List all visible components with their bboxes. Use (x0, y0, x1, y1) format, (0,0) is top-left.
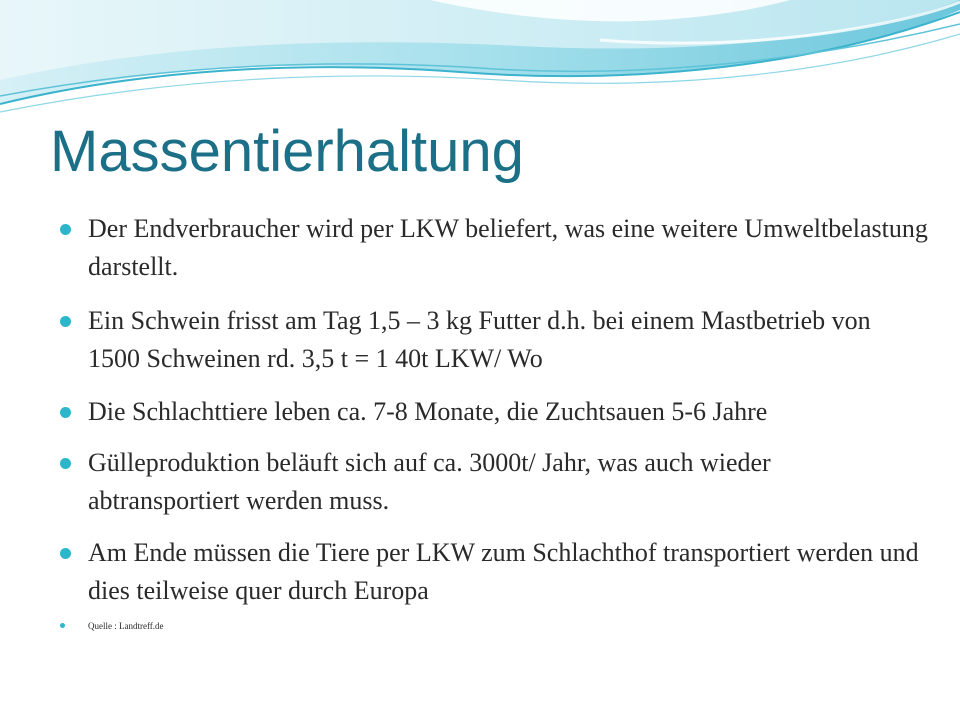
bullet-dot-icon (60, 623, 65, 628)
bullet-dot-icon (60, 458, 71, 469)
bullet-text: Am Ende müssen die Tiere per LKW zum Schlachthof transportiert werden und dies teilweise quer durch Europa (88, 538, 919, 605)
bullet-item (88, 302, 928, 378)
bullet-text: Ein Schwein frisst am Tag 1,5 – 3 kg Futter d.h. bei einem Mastbetrieb von 1500 Schweinen rd. 3,5 t = 1 40t LKW/ Wo (88, 306, 871, 373)
bullet-item (88, 393, 928, 431)
bullet-text: Der Endverbraucher wird per LKW beliefert, was eine weitere Umweltbelastung darstellt. (88, 214, 928, 281)
bullet-dot-icon (60, 407, 71, 418)
bullet-dot-icon (60, 548, 71, 559)
bullet-text: Gülleproduktion beläuft sich auf ca. 3000t/ Jahr, was auch wieder abtransportiert werden muss. (88, 448, 771, 515)
source-note (88, 619, 928, 633)
bullet-text: Die Schlachttiere leben ca. 7-8 Monate, die Zuchtsauen 5-6 Jahre (88, 397, 768, 426)
bullet-dot-icon (60, 316, 71, 327)
slide-title: Massentierhaltung (50, 119, 524, 184)
source-text: Quelle : Landtreff.de (88, 621, 164, 631)
bullet-item (88, 210, 928, 286)
bullet-item (88, 444, 928, 520)
bullet-item (88, 534, 928, 610)
bullet-dot-icon (60, 224, 71, 235)
